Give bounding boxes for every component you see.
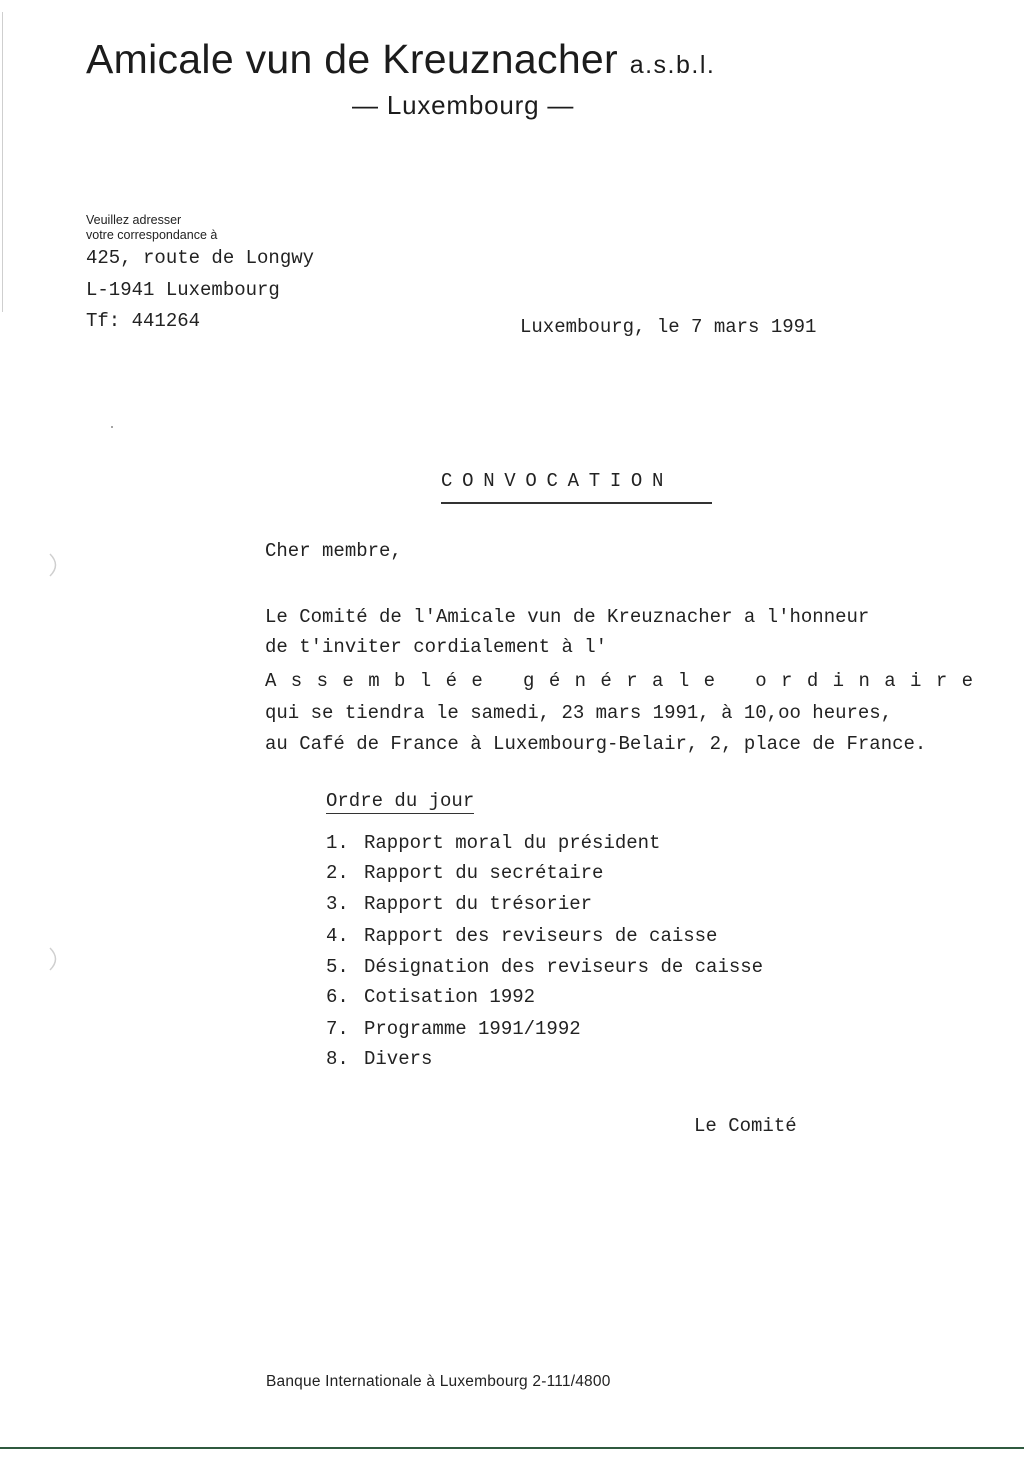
agenda-item-number: 4. [326,925,349,947]
agenda-item-text: Cotisation 1992 [364,986,536,1008]
agenda-item [326,925,717,947]
agenda-item [326,862,603,884]
agenda-item-text: Rapport du secrétaire [364,862,604,884]
letterhead-org-name [86,36,715,83]
address-street: 425, route de Longwy [86,247,315,269]
punch-hole-mark-icon [46,946,64,972]
agenda-item-number: 3. [326,893,349,915]
footer-bank-details: Banque Internationale à Luxembourg 2-111/4800 [266,1373,611,1390]
agenda-item [326,832,660,854]
signature: Le Comité [694,1115,797,1137]
letter-date: Luxembourg, le 7 mars 1991 [520,316,817,338]
agenda-item [326,893,592,915]
body-line-1: Le Comité de l'Amicale vun de Kreuznacher a l'honneur [265,606,870,628]
letterhead-city: — Luxembourg — [352,90,575,120]
letter-title: CONVOCATION [441,470,674,492]
address-hint-line-2: votre correspondance à [86,228,218,242]
body-line-3-assembly: Assemblée générale ordinaire [265,670,988,692]
address-postal: L-1941 Luxembourg [86,279,280,301]
agenda-item-text: Divers [364,1048,433,1070]
agenda-item-number: 2. [326,862,349,884]
body-line-4: qui se tiendra le samedi, 23 mars 1991, à 10,oo heures, [265,702,893,724]
agenda-item [326,986,535,1008]
agenda-item-text: Programme 1991/1992 [364,1018,581,1040]
agenda-item-text: Rapport du trésorier [364,893,593,915]
agenda-heading: Ordre du jour [326,790,475,812]
address-hint-line-1: Veuillez adresser [86,213,182,227]
agenda-item-text: Rapport des reviseurs de caisse [364,925,718,947]
body-line-2: de t'inviter cordialement à l' [265,636,608,658]
agenda-item-number: 1. [326,832,349,854]
address-phone: Tf: 441264 [86,310,201,332]
salutation: Cher membre, [265,540,402,562]
title-underline [441,502,712,504]
agenda-item-number: 7. [326,1018,349,1040]
agenda-item-number: 6. [326,986,349,1008]
agenda-item [326,956,763,978]
body-line-5: au Café de France à Luxembourg-Belair, 2, place de France. [265,733,927,755]
agenda-item-text: Désignation des reviseurs de caisse [364,956,764,978]
paper-speck [111,426,113,428]
left-edge-line [2,12,3,312]
agenda-item [326,1048,432,1070]
punch-hole-mark-icon [46,552,64,578]
agenda-item-text: Rapport moral du président [364,832,661,854]
agenda-item-number: 8. [326,1048,349,1070]
agenda-item [326,1018,581,1040]
org-name-text: Amicale vun de Kreuznacher [86,36,618,82]
agenda-item-number: 5. [326,956,349,978]
address-hint [86,213,217,243]
org-suffix: a.s.b.l. [629,51,716,79]
footer-edge-line [0,1447,1024,1449]
